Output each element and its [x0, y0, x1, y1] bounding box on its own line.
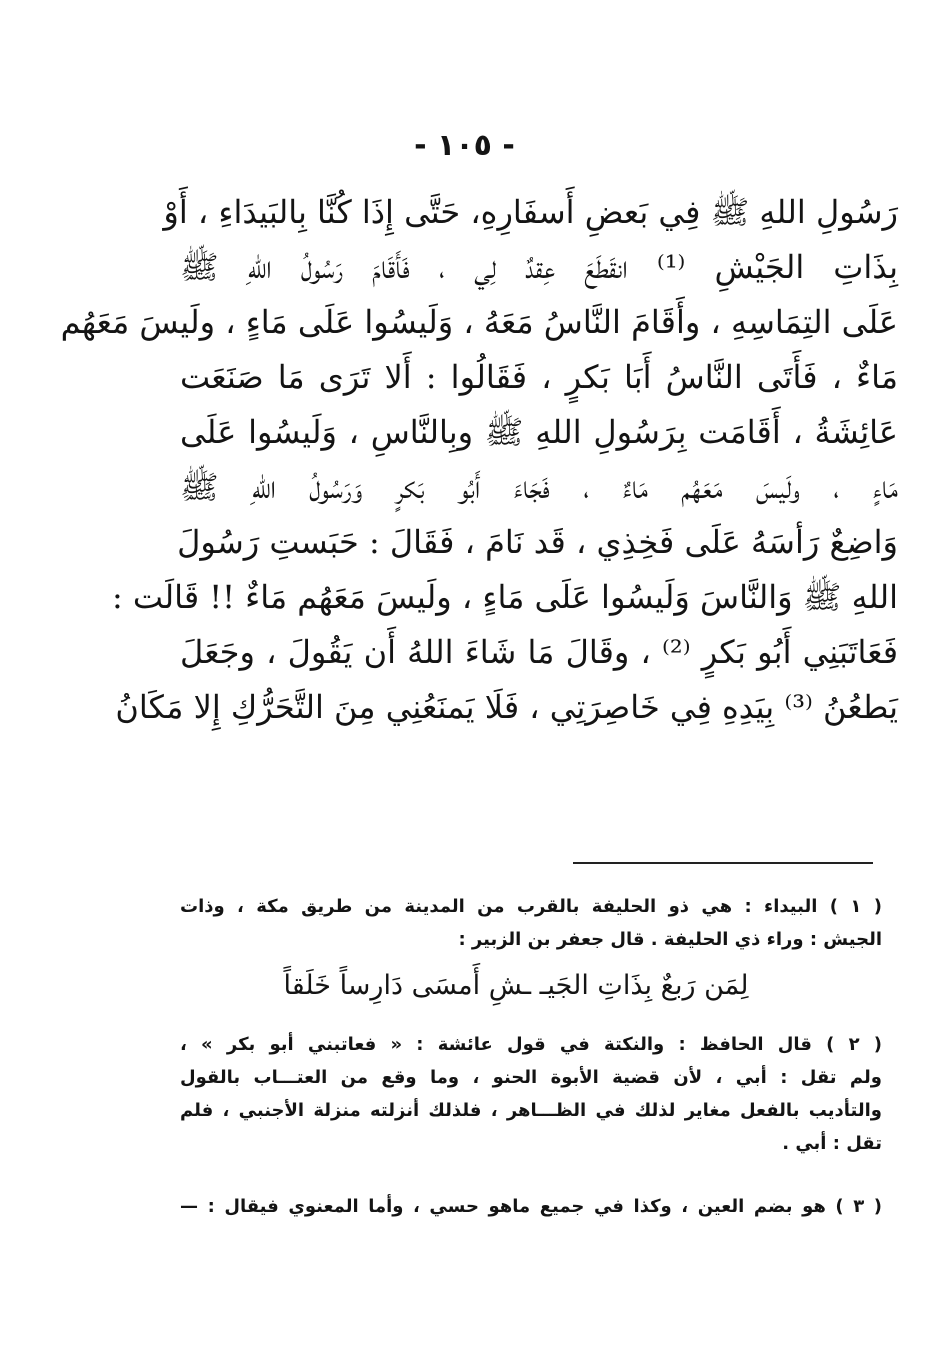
text-line: اللهِ ﷺ وَالنَّاسَ وَلَيسُوا عَلَى مَاءٍ ، ولَيسَ مَعَهُم مَاءٌ !! قَالَت : [111, 578, 898, 616]
text-line: رَسُولِ اللهِ ﷺ فِي بَعضِ أَسفَارِهِ، حَتَّى إِذَا كُنَّا بِالبَيدَاءِ ، أَوْ [163, 193, 898, 231]
text-line: فَعَاتَبَنِي أَبُو بَكرٍ ⁽²⁾ ، وقَالَ مَا شَاءَ اللهُ أَن يَقُولَ ، وجَعَلَ [180, 633, 899, 671]
footnote-1-line: ( ١ ) البيداء : هي ذو الحليفة بالقرب من المدينة من طريق مكة ، وذات [180, 896, 882, 917]
text-line: يَطعُنُ ⁽³⁾ بِيَدِهِ فِي خَاصِرَتِي ، فَلَا يَمنَعُنِي مِنَ التَّحَرُّكِ إِلا مَكَانُ [115, 688, 898, 726]
footnote-2-line: ( ٢ ) قال الحافظ : والنكتة في قول عائشة : « فعاتبني أبو بكر » ، [180, 1034, 882, 1055]
footnote-1-line: الجيش : وراء ذي الحليفة . قال جعفر بن الزبير : [458, 929, 882, 950]
main-text [60, 185, 899, 735]
text-line: بِذَاتِ الجَيْشِ ⁽¹⁾ انقَطَعَ عِقدٌ لِي ، فَأَقَامَ رَسُولُ اللهِ ﷺ [180, 248, 899, 286]
footnote-3-line: ( ٣ ) هو بضم العين ، وكذا في جميع ماهو حسي ، وأما المعنوي فيقال : — [180, 1196, 882, 1217]
footnote-2-line: والتأديب بالفعل مغاير لذلك في الظـــاهر ، فلذلك أنزلته منزلة الأجنبي ، فلم [180, 1100, 882, 1121]
footnotes [180, 890, 882, 1223]
text-line: وَاضِعٌ رَأسَهُ عَلَى فَخِذِي ، قَد نَامَ ، فَقَالَ : حَبَستِ رَسُولَ [177, 523, 898, 561]
footnote-separator [573, 862, 873, 864]
footnote-2-line: ولم تقل : أبي ، لأن قضية الأبوة الحنو ، وما وقع من العتـــاب بالقول [180, 1067, 882, 1088]
text-line: مَاءٍ ، ولَيسَ مَعَهُم مَاءٌ ، فَجَاءَ أَبُو بَكرٍ وَرَسُولُ اللهِ ﷺ [180, 468, 898, 506]
footnote-1-verse: لِمَن رَبعٌ بِذَاتِ الجَيـ ـشِ أَمسَى دَارِساً خَلَقاً [283, 970, 749, 1001]
footnote-2-line: تقل : أبي . [782, 1133, 882, 1154]
text-line: مَاءٌ ، فَأَتَى النَّاسُ أَبَا بَكرٍ ، فَقَالُوا : أَلا تَرَى مَا صَنَعَت [180, 358, 898, 396]
text-line: عَائِشَةُ ، أَقَامَت بِرَسُولِ اللهِ ﷺ وبِالنَّاسِ ، وَلَيسُوا عَلَى [180, 413, 899, 451]
text-line: عَلَى التِمَاسِهِ ، وأَقَامَ النَّاسُ مَعَهُ ، وَلَيسُوا عَلَى مَاءٍ ، ولَيسَ مَعَهُم [60, 303, 898, 341]
page-number: - ١٠٥ - [414, 128, 515, 163]
